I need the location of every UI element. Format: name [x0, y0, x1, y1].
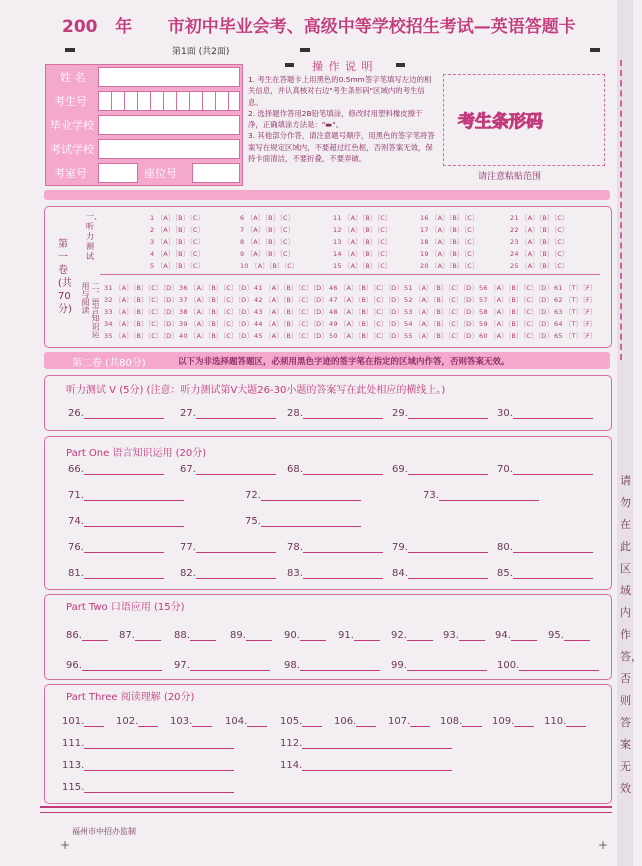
timing-mark: [590, 48, 600, 52]
answer-blank[interactable]: [287, 568, 383, 579]
question-number: 100.: [497, 660, 520, 671]
mc-question[interactable]: 35 〔A〕〔B〕〔C〕〔D〕: [104, 332, 179, 340]
answer-line[interactable]: [303, 568, 383, 579]
question-number: 110.: [544, 716, 567, 727]
mc-question[interactable]: 37 〔A〕〔B〕〔C〕〔D〕: [179, 296, 254, 304]
answer-blank[interactable]: [443, 630, 485, 641]
answer-line[interactable]: [192, 716, 212, 727]
question-number: 103.: [170, 716, 193, 727]
footer-line: [40, 806, 612, 808]
question-number: 85.: [497, 568, 513, 579]
answer-blank[interactable]: [392, 408, 488, 419]
answer-blank[interactable]: [392, 464, 488, 475]
answer-line[interactable]: [84, 782, 234, 793]
question-number: 89.: [230, 630, 246, 641]
listening-question[interactable]: 10 〔A〕〔B〕〔C〕: [240, 262, 299, 270]
answer-blank[interactable]: [287, 542, 383, 553]
mc-question[interactable]: 51 〔A〕〔B〕〔C〕〔D〕: [404, 284, 479, 292]
instruction-item: 2. 选择题作答用2B铅笔填涂，修改时用塑料橡皮擦干净，正确填涂方法是："▬"。: [248, 108, 423, 130]
answer-blank[interactable]: [230, 630, 272, 641]
mc-question[interactable]: 38 〔A〕〔B〕〔C〕〔D〕: [179, 308, 254, 316]
question-number: 76.: [68, 542, 84, 553]
answer-blank[interactable]: [391, 660, 487, 671]
answer-blank[interactable]: [68, 568, 164, 579]
question-number: 112.: [280, 738, 303, 749]
answer-line[interactable]: [84, 760, 234, 771]
answer-line[interactable]: [408, 568, 488, 579]
listening-question[interactable]: 20 〔A〕〔B〕〔C〕: [420, 262, 479, 270]
answer-line[interactable]: [196, 542, 276, 553]
listening-question[interactable]: 11 〔A〕〔B〕〔C〕: [333, 214, 392, 222]
answer-line[interactable]: [462, 716, 482, 727]
question-number: 67.: [180, 464, 196, 475]
answer-line[interactable]: [302, 738, 452, 749]
answer-blank[interactable]: [440, 716, 482, 727]
mc-question[interactable]: 32 〔A〕〔B〕〔C〕〔D〕: [104, 296, 179, 304]
listening-question[interactable]: 1 〔A〕〔B〕〔C〕: [150, 214, 205, 222]
answer-line[interactable]: [196, 408, 276, 419]
question-number: 66.: [68, 464, 84, 475]
question-number: 84.: [392, 568, 408, 579]
question-number: 28.: [287, 408, 303, 419]
mc-question[interactable]: 56 〔A〕〔B〕〔C〕〔D〕: [479, 284, 554, 292]
question-number: 73.: [423, 490, 439, 501]
listening-question[interactable]: 19 〔A〕〔B〕〔C〕: [420, 250, 479, 258]
answer-blank[interactable]: [338, 630, 380, 641]
question-number: 69.: [392, 464, 408, 475]
answer-blank[interactable]: [284, 630, 326, 641]
room-label: 考室号: [54, 167, 87, 180]
mc-question[interactable]: 62 〔T〕〔F〕: [554, 296, 597, 304]
listening-question[interactable]: 14 〔A〕〔B〕〔C〕: [333, 250, 392, 258]
barcode-note: 请注意粘贴范围: [478, 172, 542, 182]
question-number: 86.: [66, 630, 82, 641]
mc-question[interactable]: 54 〔A〕〔B〕〔C〕〔D〕: [404, 320, 479, 328]
listening-question[interactable]: 24 〔A〕〔B〕〔C〕: [510, 250, 569, 258]
question-number: 98.: [284, 660, 300, 671]
question-number: 99.: [391, 660, 407, 671]
footer-text: 福州市中招办监制: [72, 827, 136, 836]
answer-blank[interactable]: [68, 516, 184, 527]
mc-question[interactable]: 53 〔A〕〔B〕〔C〕〔D〕: [404, 308, 479, 316]
mc-question[interactable]: 47 〔A〕〔B〕〔C〕〔D〕: [329, 296, 404, 304]
mc-question[interactable]: 64 〔T〕〔F〕: [554, 320, 597, 328]
question-number: 111.: [62, 738, 85, 749]
name-field[interactable]: [98, 67, 240, 87]
question-number: 108.: [440, 716, 463, 727]
side-text: 请勿在此区域内作答，否则答案无效: [620, 474, 642, 795]
question-number: 107.: [388, 716, 411, 727]
listening-question[interactable]: 3 〔A〕〔B〕〔C〕: [150, 238, 205, 246]
question-number: 93.: [443, 630, 459, 641]
answer-blank[interactable]: [116, 716, 158, 727]
answer-line[interactable]: [566, 716, 586, 727]
answer-line[interactable]: [135, 630, 161, 641]
listening-question[interactable]: 5 〔A〕〔B〕〔C〕: [150, 262, 205, 270]
part2-title: 第二卷 (共80分): [72, 358, 146, 369]
mc-question[interactable]: 60 〔A〕〔B〕〔C〕〔D〕: [479, 332, 554, 340]
answer-blank[interactable]: [225, 716, 267, 727]
answer-line[interactable]: [84, 716, 104, 727]
question-number: 104.: [225, 716, 248, 727]
mc-question[interactable]: 61 〔T〕〔F〕: [554, 284, 597, 292]
answer-blank[interactable]: [62, 782, 234, 793]
answer-line[interactable]: [261, 516, 361, 527]
answer-blank[interactable]: [497, 408, 593, 419]
mc-question[interactable]: 34 〔A〕〔B〕〔C〕〔D〕: [104, 320, 179, 328]
section-title: Part One 语言知识运用 (20分): [66, 448, 207, 459]
answer-blank[interactable]: [68, 464, 164, 475]
answer-line[interactable]: [246, 630, 272, 641]
question-number: 79.: [392, 542, 408, 553]
answer-blank[interactable]: [119, 630, 161, 641]
seat-field[interactable]: [192, 163, 240, 183]
answer-line[interactable]: [190, 630, 216, 641]
question-number: 74.: [68, 516, 84, 527]
mc-question[interactable]: 33 〔A〕〔B〕〔C〕〔D〕: [104, 308, 179, 316]
answer-line[interactable]: [196, 568, 276, 579]
mc-question[interactable]: 45 〔A〕〔B〕〔C〕〔D〕: [254, 332, 329, 340]
answer-blank[interactable]: [392, 568, 488, 579]
answer-line[interactable]: [519, 660, 599, 671]
question-number: 68.: [287, 464, 303, 475]
answer-line[interactable]: [84, 490, 184, 501]
answer-blank[interactable]: [62, 760, 234, 771]
part1-label: 第一卷 (共70分): [58, 239, 72, 315]
question-number: 92.: [391, 630, 407, 641]
part2-warning: 以下为非选择题答题区，必须用黑色字迹的签字笔在指定的区域内作答，否则答案无效。: [178, 357, 510, 367]
question-number: 105.: [280, 716, 303, 727]
question-number: 80.: [497, 542, 513, 553]
answer-line[interactable]: [247, 716, 267, 727]
answer-line[interactable]: [410, 716, 430, 727]
mc-question[interactable]: 39 〔A〕〔B〕〔C〕〔D〕: [179, 320, 254, 328]
answer-line[interactable]: [511, 630, 537, 641]
answer-blank[interactable]: [497, 542, 593, 553]
answer-blank[interactable]: [334, 716, 376, 727]
seat-label: 座位号: [144, 167, 177, 180]
listening-question[interactable]: 25 〔A〕〔B〕〔C〕: [510, 262, 569, 270]
exam-no-label: 考生号: [54, 95, 87, 108]
instructions-list: [248, 74, 436, 164]
answer-blank[interactable]: [388, 716, 430, 727]
listening-divider: [100, 274, 600, 275]
question-number: 88.: [174, 630, 190, 641]
answer-blank[interactable]: [392, 542, 488, 553]
answer-blank[interactable]: [245, 490, 361, 501]
room-field[interactable]: [98, 163, 138, 183]
mc-question[interactable]: 42 〔A〕〔B〕〔C〕〔D〕: [254, 296, 329, 304]
question-number: 109.: [492, 716, 515, 727]
answer-line[interactable]: [84, 738, 234, 749]
question-number: 95.: [548, 630, 564, 641]
answer-line[interactable]: [513, 408, 593, 419]
answer-line[interactable]: [513, 542, 593, 553]
exam-site-field[interactable]: [98, 139, 240, 159]
question-number: 81.: [68, 568, 84, 579]
instruction-item: 1. 考生在答题卡上用黑色的0.5mm签字笔填写左边的相关信息，并认真核对右边"考生条形码"区域内的考生信息。: [248, 75, 432, 107]
student-info: [45, 64, 243, 186]
answer-blank[interactable]: [245, 516, 361, 527]
question-number: 113.: [62, 760, 85, 771]
answer-blank[interactable]: [497, 568, 593, 579]
listening-question[interactable]: 2 〔A〕〔B〕〔C〕: [150, 226, 205, 234]
question-number: 75.: [245, 516, 261, 527]
barcode-label: 考生条形码: [458, 112, 543, 132]
listening-question[interactable]: 12 〔A〕〔B〕〔C〕: [333, 226, 392, 234]
answer-blank[interactable]: [66, 660, 162, 671]
question-number: 82.: [180, 568, 196, 579]
listening-question[interactable]: 22 〔A〕〔B〕〔C〕: [510, 226, 569, 234]
answer-line[interactable]: [82, 660, 162, 671]
answer-line[interactable]: [354, 630, 380, 641]
answer-blank[interactable]: [423, 490, 539, 501]
listening-question[interactable]: 7 〔A〕〔B〕〔C〕: [240, 226, 295, 234]
instructions-title: 操 作 说 明: [312, 60, 374, 73]
answer-blank[interactable]: [174, 630, 216, 641]
mc-question[interactable]: 36 〔A〕〔B〕〔C〕〔D〕: [179, 284, 254, 292]
mc-question[interactable]: 59 〔A〕〔B〕〔C〕〔D〕: [479, 320, 554, 328]
question-number: 83.: [287, 568, 303, 579]
answer-line[interactable]: [459, 630, 485, 641]
section-title: Part Three 阅读理解 (20分): [66, 692, 195, 703]
question-number: 94.: [495, 630, 511, 641]
answer-line[interactable]: [84, 408, 164, 419]
listening-question[interactable]: 21 〔A〕〔B〕〔C〕: [510, 214, 569, 222]
answer-line[interactable]: [300, 660, 380, 671]
answer-blank[interactable]: [391, 630, 433, 641]
mc-question[interactable]: 50 〔A〕〔B〕〔C〕〔D〕: [329, 332, 404, 340]
mc-grid: [104, 283, 604, 343]
answer-line[interactable]: [261, 490, 361, 501]
answer-line[interactable]: [408, 542, 488, 553]
page-title: 200 年 市初中毕业会考、高级中等学校招生考试—英语答题卡: [62, 17, 576, 37]
answer-line[interactable]: [190, 660, 270, 671]
right-margin-dots: [620, 60, 626, 360]
answer-line[interactable]: [564, 630, 590, 641]
barcode-area: [443, 74, 605, 166]
listening-question[interactable]: 8 〔A〕〔B〕〔C〕: [240, 238, 295, 246]
question-number: 114.: [280, 760, 303, 771]
exam-site-label: 考试学校: [50, 143, 94, 156]
answer-line[interactable]: [303, 408, 383, 419]
mc-question[interactable]: 31 〔A〕〔B〕〔C〕〔D〕: [104, 284, 179, 292]
listening-question[interactable]: 23 〔A〕〔B〕〔C〕: [510, 238, 569, 246]
answer-blank[interactable]: [284, 660, 380, 671]
answer-blank[interactable]: [180, 408, 276, 419]
question-number: 102.: [116, 716, 139, 727]
mc-question[interactable]: 55 〔A〕〔B〕〔C〕〔D〕: [404, 332, 479, 340]
section-box-part-one: [44, 436, 612, 590]
divider-bar: [44, 190, 610, 200]
listening-question[interactable]: 13 〔A〕〔B〕〔C〕: [333, 238, 392, 246]
answer-blank[interactable]: [287, 408, 383, 419]
answer-blank[interactable]: [180, 542, 276, 553]
answer-line[interactable]: [82, 630, 108, 641]
answer-blank[interactable]: [62, 738, 234, 749]
answer-line[interactable]: [407, 660, 487, 671]
question-number: 71.: [68, 490, 84, 501]
listening-question[interactable]: 17 〔A〕〔B〕〔C〕: [420, 226, 479, 234]
question-number: 97.: [174, 660, 190, 671]
answer-line[interactable]: [303, 542, 383, 553]
section-title: 听力测试 V (5分) (注意：听力测试第V大题26-30小题的答案写在此处相应的横线上。): [66, 385, 446, 396]
answer-blank[interactable]: [497, 660, 599, 671]
listening-grid: [150, 213, 610, 273]
answer-line[interactable]: [439, 490, 539, 501]
listening-question[interactable]: 4 〔A〕〔B〕〔C〕: [150, 250, 205, 258]
section-title: Part Two 口语应用 (15分): [66, 602, 185, 613]
school-field[interactable]: [98, 115, 240, 135]
answer-blank[interactable]: [548, 630, 590, 641]
mc-question[interactable]: 40 〔A〕〔B〕〔C〕〔D〕: [179, 332, 254, 340]
answer-line[interactable]: [84, 516, 184, 527]
answer-line[interactable]: [408, 464, 488, 475]
listening-question[interactable]: 18 〔A〕〔B〕〔C〕: [420, 238, 479, 246]
answer-line[interactable]: [84, 464, 164, 475]
answer-blank[interactable]: [280, 760, 452, 771]
answer-blank[interactable]: [180, 464, 276, 475]
school-label: 毕业学校: [50, 119, 94, 132]
answer-line[interactable]: [196, 464, 276, 475]
mc-question[interactable]: 63 〔T〕〔F〕: [554, 308, 597, 316]
mc-question[interactable]: 57 〔A〕〔B〕〔C〕〔D〕: [479, 296, 554, 304]
answer-line[interactable]: [513, 568, 593, 579]
answer-line[interactable]: [302, 716, 322, 727]
answer-blank[interactable]: [280, 738, 452, 749]
page-info: 第1面 (共2面): [172, 47, 230, 57]
listening-question[interactable]: 15 〔A〕〔B〕〔C〕: [333, 262, 392, 270]
mc-question[interactable]: 58 〔A〕〔B〕〔C〕〔D〕: [479, 308, 554, 316]
mc-question[interactable]: 41 〔A〕〔B〕〔C〕〔D〕: [254, 284, 329, 292]
mc-question[interactable]: 52 〔A〕〔B〕〔C〕〔D〕: [404, 296, 479, 304]
question-number: 90.: [284, 630, 300, 641]
footer-line: [40, 812, 612, 813]
question-number: 27.: [180, 408, 196, 419]
answer-blank[interactable]: [180, 568, 276, 579]
mc-question[interactable]: 49 〔A〕〔B〕〔C〕〔D〕: [329, 320, 404, 328]
answer-blank[interactable]: [174, 660, 270, 671]
question-number: 78.: [287, 542, 303, 553]
listening-question[interactable]: 9 〔A〕〔B〕〔C〕: [240, 250, 295, 258]
answer-blank[interactable]: [280, 716, 322, 727]
answer-blank[interactable]: [68, 408, 164, 419]
question-number: 77.: [180, 542, 196, 553]
answer-blank[interactable]: [495, 630, 537, 641]
timing-mark: [396, 63, 405, 67]
question-number: 70.: [497, 464, 513, 475]
section-listening-label: 一、听力测试: [86, 212, 102, 261]
listening-question[interactable]: 6 〔A〕〔B〕〔C〕: [240, 214, 295, 222]
registration-mark: +: [60, 838, 71, 852]
mc-question[interactable]: 43 〔A〕〔B〕〔C〕〔D〕: [254, 308, 329, 316]
section-mc-label: 二、语言知识运用与阅读: [81, 282, 100, 338]
mc-question[interactable]: 44 〔A〕〔B〕〔C〕〔D〕: [254, 320, 329, 328]
question-number: 72.: [245, 490, 261, 501]
answer-blank[interactable]: [497, 464, 593, 475]
registration-mark: +: [598, 838, 609, 852]
answer-blank[interactable]: [68, 542, 164, 553]
mc-question[interactable]: 65 〔T〕〔F〕: [554, 332, 597, 340]
answer-line[interactable]: [303, 464, 383, 475]
answer-line[interactable]: [300, 630, 326, 641]
answer-line[interactable]: [302, 760, 452, 771]
answer-blank[interactable]: [287, 464, 383, 475]
answer-line[interactable]: [408, 408, 488, 419]
answer-blank[interactable]: [66, 630, 108, 641]
answer-blank[interactable]: [170, 716, 212, 727]
listening-question[interactable]: 16 〔A〕〔B〕〔C〕: [420, 214, 479, 222]
answer-blank[interactable]: [62, 716, 104, 727]
answer-blank[interactable]: [544, 716, 586, 727]
instruction-item: 3. 其他部分作答，请注意题号顺序，用黑色的签字笔将答案写在规定区域内，不要超过红色框，否则答案无效，保持卡面清洁，不要折叠，不要弄破。: [248, 131, 435, 164]
timing-mark: [65, 48, 75, 52]
question-number: 87.: [119, 630, 135, 641]
answer-line[interactable]: [407, 630, 433, 641]
answer-line[interactable]: [84, 542, 164, 553]
question-number: 115.: [62, 782, 85, 793]
answer-line[interactable]: [84, 568, 164, 579]
answer-line[interactable]: [514, 716, 534, 727]
exam-no-field[interactable]: [98, 91, 240, 111]
question-number: 30.: [497, 408, 513, 419]
answer-blank[interactable]: [68, 490, 184, 501]
name-label: 姓 名: [60, 71, 86, 84]
mc-question[interactable]: 46 〔A〕〔B〕〔C〕〔D〕: [329, 284, 404, 292]
question-number: 101.: [62, 716, 85, 727]
timing-mark: [300, 48, 310, 52]
answer-line[interactable]: [356, 716, 376, 727]
question-number: 96.: [66, 660, 82, 671]
answer-blank[interactable]: [492, 716, 534, 727]
answer-line[interactable]: [513, 464, 593, 475]
timing-mark: [285, 63, 294, 67]
question-number: 29.: [392, 408, 408, 419]
answer-line[interactable]: [138, 716, 158, 727]
question-number: 26.: [68, 408, 84, 419]
question-number: 106.: [334, 716, 357, 727]
question-number: 91.: [338, 630, 354, 641]
mc-question[interactable]: 48 〔A〕〔B〕〔C〕〔D〕: [329, 308, 404, 316]
